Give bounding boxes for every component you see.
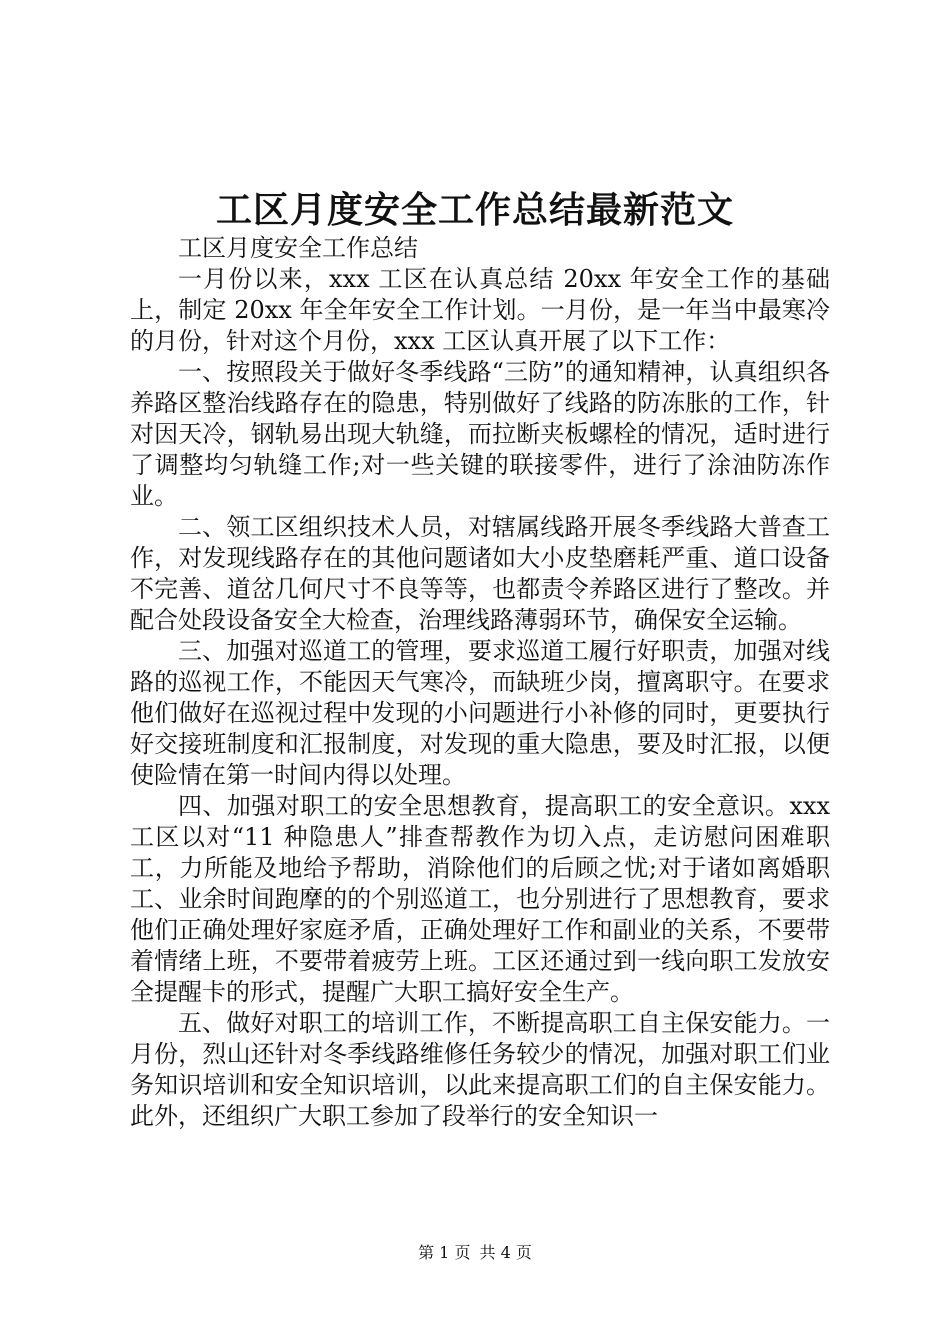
paragraph-item-1: 一、按照段关于做好冬季线路“三防”的通知精神，认真组织各养路区整治线路存在的隐患，特别做好了线路的防冻胀的工作，针对因天冷，钢轨易出现大轨缝，而拉断夹板螺栓的情况，适时进行了调整均匀轨缝工作;对一些关键的联接零件，进行了涂油防冻作业。	[130, 358, 830, 510]
page-total: 共 4 页	[479, 1243, 532, 1262]
page-number: 第 1 页	[418, 1243, 471, 1262]
document-body	[130, 233, 830, 1132]
paragraph-item-5: 五、做好对职工的培训工作，不断提高职工自主保安能力。一月份，烈山还针对冬季线路维修任务较少的情况，加强对职工们业务知识培训和安全知识培训，以此来提高职工们的自主保安能力。此外，还组织广大职工参加了段举行的安全知识一	[130, 1009, 830, 1130]
page-footer	[0, 1243, 950, 1263]
paragraph-item-4: 四、加强对职工的安全思想教育，提高职工的安全意识。xxx 工区以对“11 种隐患人”排查帮教作为切入点，走访慰问困难职工，力所能及地给予帮助，消除他们的后顾之忧;对于诸如离婚职工、业余时间跑摩的的个别巡道工，也分别进行了思想教育，要求他们正确处理好家庭矛盾，正确处理好工作和副业的关系，不要带着情绪上班，不要带着疲劳上班。工区还通过到一线向职工发放安全提醒卡的形式，提醒广大职工搞好安全生产。	[130, 792, 830, 1006]
paragraph-subtitle: 工区月度安全工作总结	[178, 234, 418, 262]
document-title: 工区月度安全工作总结最新范文	[215, 189, 734, 231]
paragraph-intro: 一月份以来，xxx 工区在认真总结 20xx 年安全工作的基础上，制定 20xx 年全年安全工作计划。一月份，是一年当中最寒冷的月份，针对这个月份，xxx 工区认真开展了以下工作：	[130, 265, 830, 355]
paragraph-item-3: 三、加强对巡道工的管理，要求巡道工履行好职责，加强对线路的巡视工作，不能因天气寒冷，而缺班少岗，擅离职守。在要求他们做好在巡视过程中发现的小问题进行小补修的同时，更要执行好交接班制度和汇报制度，对发现的重大隐患，要及时汇报，以便使险情在第一时间内得以处理。	[130, 637, 830, 789]
paragraph-item-2: 二、领工区组织技术人员，对辖属线路开展冬季线路大普查工作，对发现线路存在的其他问题诸如大小皮垫磨耗严重、道口设备不完善、道岔几何尺寸不良等等，也都责令养路区进行了整改。并配合处段设备安全大检查，治理线路薄弱环节，确保安全运输。	[130, 513, 830, 634]
